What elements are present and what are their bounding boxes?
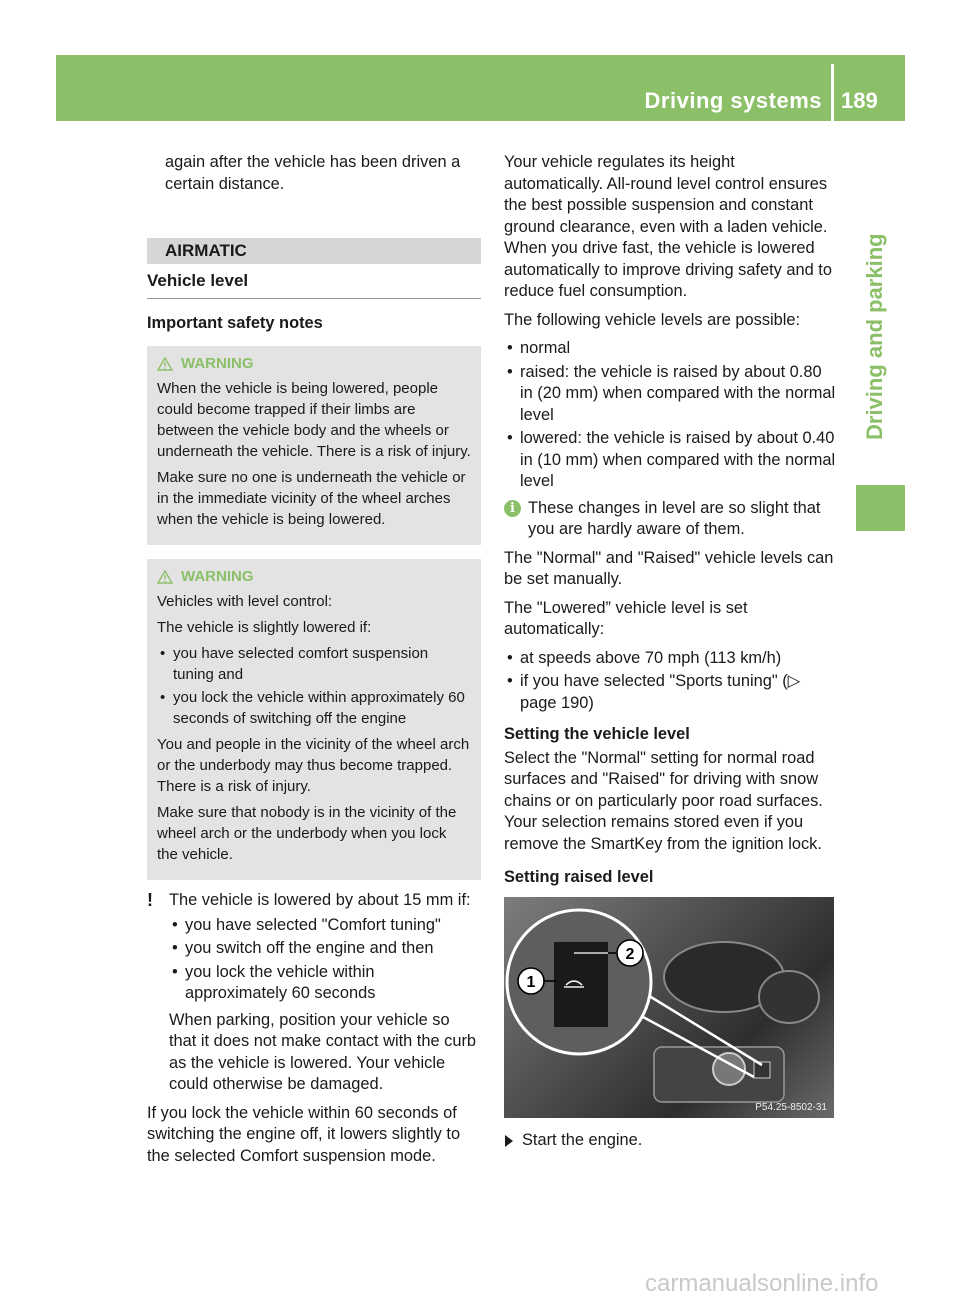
section-title: Driving systems <box>644 88 822 113</box>
body-text: The "Normal" and "Raised" vehicle levels can be set manually. <box>504 548 834 588</box>
info-note <box>504 498 836 541</box>
list-item: • at speeds above 70 mph (113 km/h) <box>504 648 836 670</box>
warning-title: WARNING <box>181 355 254 372</box>
info-text: These changes in level are so slight that you are hardly aware of them. <box>528 498 821 538</box>
control-illustration <box>504 897 834 1118</box>
list-item: • you lock the vehicle within approximately 60 seconds <box>169 962 481 1005</box>
body-text: The "Lowered” vehicle level is set automatically: <box>504 598 748 638</box>
warning-header <box>157 353 471 374</box>
list-item: • you have selected "Comfort tuning" <box>169 915 481 937</box>
body-text: The following vehicle levels are possible: <box>504 310 801 329</box>
warning-text: The vehicle is slightly lowered if: <box>157 619 372 636</box>
outro-text: If you lock the vehicle within 60 seconds of switching the engine off, it lowers slightly to the selected Comfort suspension mode. <box>147 1103 461 1165</box>
body-text: Select the "Normal" setting for normal road surfaces and "Raised" for driving with snow chains or on particularly poor road surfaces. Your selection remains stored even if you remove the SmartKey from the ignition lock. <box>504 748 823 853</box>
left-column <box>147 152 481 1174</box>
side-tab-marker <box>856 485 905 531</box>
photo-code: P54.25-8502-31 <box>755 1101 827 1113</box>
list-item: • if you have selected "Sports tuning" (▷ page 190) <box>504 671 836 714</box>
note-lead: The vehicle is lowered by about 15 mm if: <box>169 891 471 909</box>
warning-title: WARNING <box>181 568 254 585</box>
warning-box-1 <box>147 346 481 545</box>
step-text: Start the engine. <box>522 1130 643 1149</box>
warning-list <box>157 643 471 729</box>
warning-text: You and people in the vicinity of the wheel arch or the underbody may thus become trapped. There is a risk of injury. <box>157 736 470 795</box>
step-arrow-icon <box>504 1134 514 1148</box>
side-tab-label: Driving and parking <box>862 233 887 440</box>
warning-text: When the vehicle is being lowered, people could become trapped if their limbs are between the vehicle body and the wheels or underneath the vehicle. There is a risk of injury. <box>157 380 471 460</box>
list-item: • you have selected comfort suspension tuning and <box>157 643 471 685</box>
caution-note <box>147 890 481 1096</box>
raised-heading: Setting raised level <box>504 868 654 886</box>
action-step <box>504 1130 836 1152</box>
subsection-heading: Vehicle level <box>147 270 481 299</box>
warning-text: Make sure no one is underneath the vehicle or in the immediate vicinity of the wheel arches when the vehicle is being lowered. <box>157 469 466 528</box>
warning-box-2 <box>147 559 481 880</box>
levels-list <box>504 338 836 493</box>
callout-2: 2 <box>625 945 635 963</box>
list-item: • you lock the vehicle within approximately 60 seconds of switching off the engine <box>157 687 471 729</box>
info-icon: i <box>504 500 521 517</box>
list-item: • lowered: the vehicle is raised by about 0.40 in (10 mm) when compared with the normal level <box>504 428 836 493</box>
setting-heading: Setting the vehicle level <box>504 725 690 743</box>
callout-1: 1 <box>526 973 536 991</box>
right-column <box>504 152 836 1151</box>
list-item: • raised: the vehicle is raised by about 0.80 in (20 mm) when compared with the normal level <box>504 362 836 427</box>
safety-heading: Important safety notes <box>147 313 323 332</box>
control-photo <box>504 897 834 1118</box>
body-text: Your vehicle regulates its height automatically. All-round level control ensures the best possible suspension and constant ground clearance, even with a laden vehicle. When you drive fast, the vehicle is lowered automatically to improve driving safety and to reduce fuel consumption. <box>504 153 832 300</box>
note-tail: When parking, position your vehicle so that it does not make contact with the curb as the vehicle is lowered. Your vehicle could otherwise be damaged. <box>169 1010 477 1093</box>
warning-triangle-icon <box>157 570 173 584</box>
header-divider <box>831 64 834 121</box>
list-item: • you switch off the engine and then <box>169 938 481 960</box>
page-number: 189 <box>841 88 878 113</box>
note-list <box>169 915 481 1005</box>
warning-text: Make sure that nobody is in the vicinity of the wheel arch or the underbody when you lock the vehicle. <box>157 804 457 863</box>
intro-text: again after the vehicle has been driven a certain distance. <box>165 153 461 193</box>
warning-triangle-icon <box>157 357 173 371</box>
caution-icon: ! <box>147 890 153 910</box>
watermark: carmanualsonline.info <box>645 1270 879 1297</box>
auto-list <box>504 648 836 715</box>
warning-header <box>157 566 471 587</box>
list-item: • normal <box>504 338 836 360</box>
section-bar: AIRMATIC <box>147 238 481 264</box>
warning-text: Vehicles with level control: <box>157 593 333 610</box>
